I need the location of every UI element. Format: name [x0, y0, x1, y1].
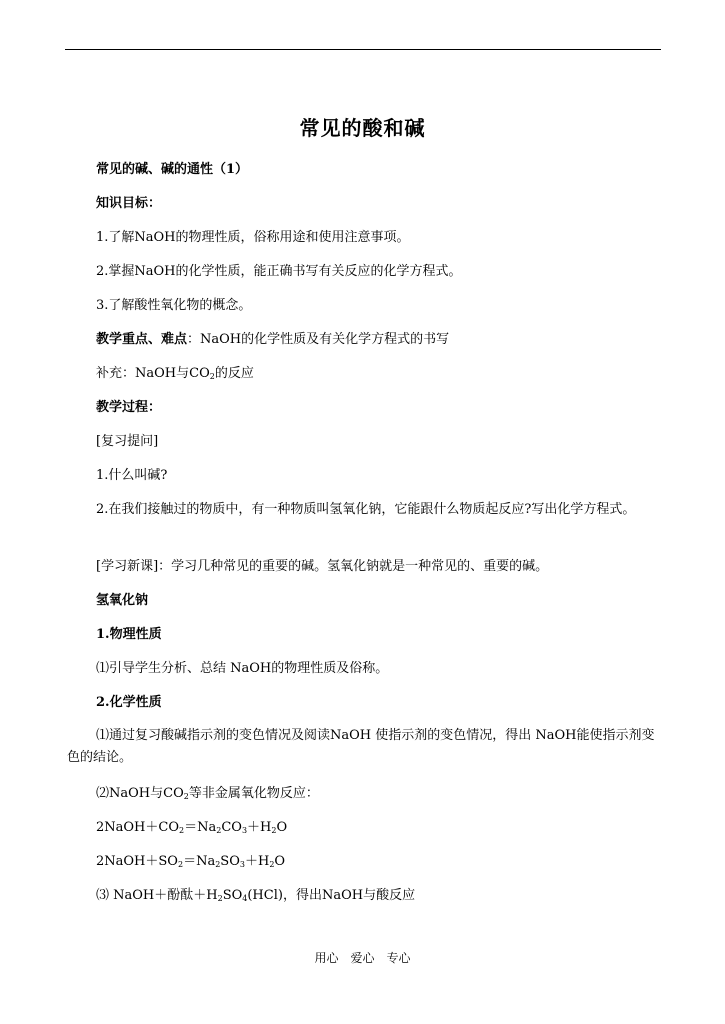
process-heading: 教学过程：: [96, 400, 162, 415]
lesson-subtitle: 常见的碱、碱的通性（1）: [96, 162, 249, 177]
key-points-text: ：NaOH的化学性质及有关化学方程式的书写: [187, 332, 450, 347]
objective-item-3: 3.了解酸性氧化物的概念。: [96, 298, 252, 313]
key-points-label: 教学重点、难点: [96, 332, 188, 347]
review-question-1: 1.什么叫碱?: [96, 468, 168, 483]
physical-properties-heading: 1.物理性质: [96, 627, 162, 642]
new-lesson-intro: [学习新课]：学习几种常见的重要的碱。氢氧化钠就是一种常见的、重要的碱。: [96, 559, 549, 574]
section-naoh: 氢氧化钠: [96, 593, 149, 608]
key-points: [96, 330, 449, 350]
review-heading: [复习提问]: [96, 434, 159, 449]
page-footer: 用心 爱心 专心: [314, 951, 411, 965]
objective-item-1: 1.了解NaOH的物理性质，俗称用途和使用注意事项。: [96, 230, 410, 245]
review-question-2: 2.在我们接触过的物质中，有一种物质叫氢氧化钠，它能跟什么物质起反应?写出化学方程式。: [96, 502, 636, 517]
equation-so2: $2NaOH+SO_2=Na_2SO_3+H_2O$: [96, 854, 286, 869]
chemical-item-1: ⑴通过复习酸碱指示剂的变色情况及阅读NaOH 使指示剂的变色情况，得出 NaOH能使指示剂变色的结论。: [67, 728, 655, 765]
objectives-heading: 知识目标：: [96, 196, 162, 211]
physical-item-1: ⑴引导学生分析、总结 NaOH的物理性质及俗称。: [96, 661, 389, 676]
header-rule: [65, 49, 661, 50]
chemical-item-2: ⑵NaOH与$CO_2$等非金属氧化物反应：: [96, 786, 319, 801]
objective-item-2: 2.掌握NaOH的化学性质，能正确书写有关反应的化学方程式。: [96, 264, 462, 279]
equation-co2: $2NaOH+CO_2=Na_2CO_3+H_2O$: [96, 820, 288, 835]
chemical-item-3: ⑶ NaOH＋酚酞$+H_2SO_4(HCl)$，得出NaOH与酸反应: [96, 888, 416, 903]
page-title: 常见的酸和碱: [299, 116, 426, 140]
chemical-properties-heading: 2.化学性质: [96, 695, 162, 710]
supplement-line: 补充：NaOH与$CO_2$的反应: [96, 366, 254, 381]
